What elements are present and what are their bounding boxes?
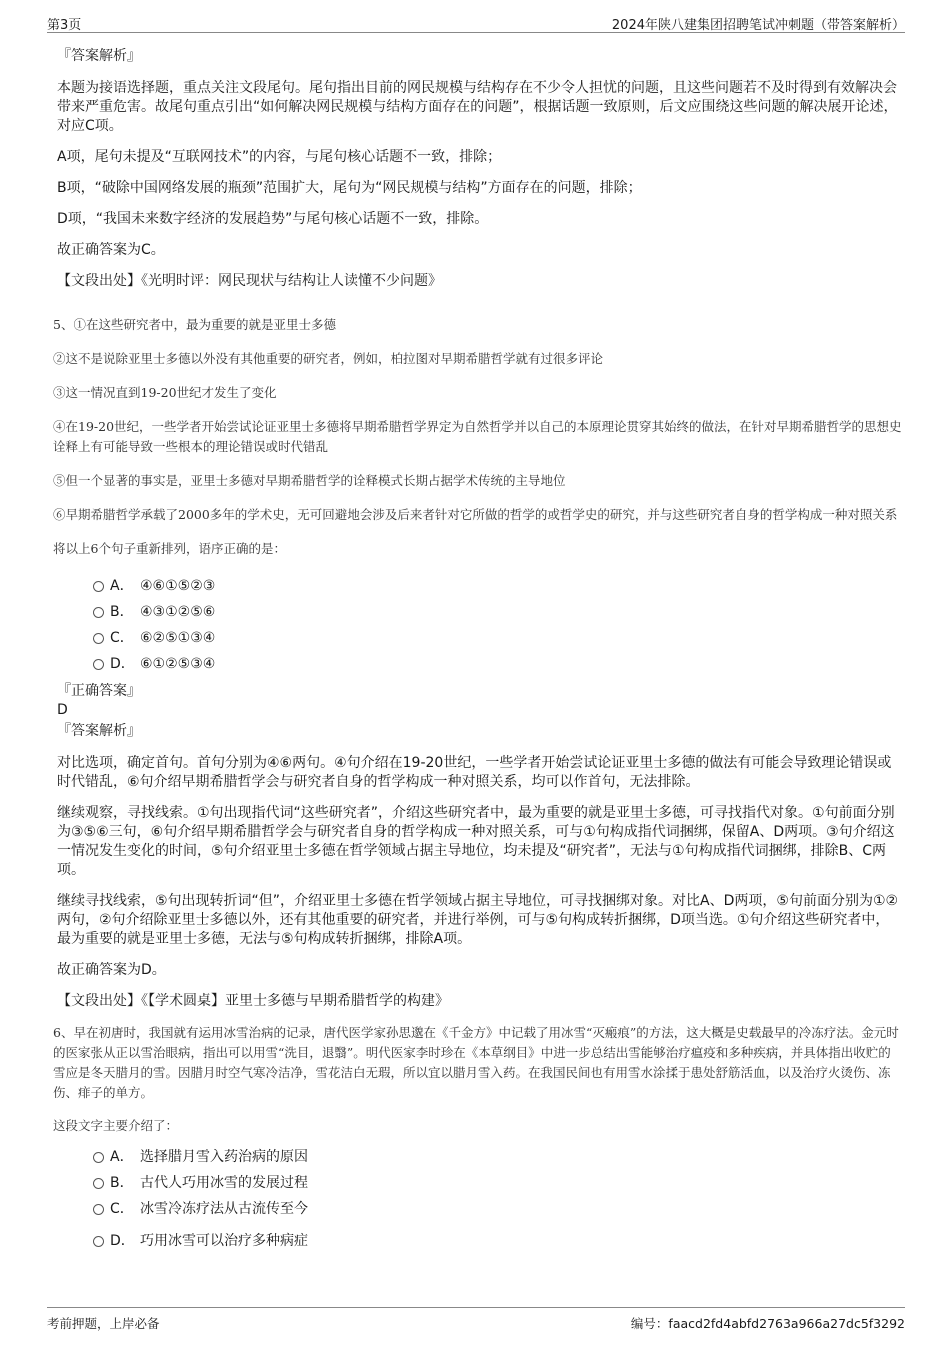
question-sentence: ④在19-20世纪，一些学者开始尝试论证亚里士多德将早期希腊哲学界定为自然哲学并以自己的本原理论贯穿其始终的做法，在针对早期希腊哲学的思想史诠释上有可能导致一些根本的理论错误或时代错乱: [53, 419, 902, 454]
analysis-heading: 『答案解析』: [57, 48, 141, 64]
question-sentence: ⑥早期希腊哲学承载了2000多年的学术史，无可回避地会涉及后来者针对它所做的哲学的或哲学史的研究，并与这些研究者自身的哲学构成一种对照关系: [53, 507, 898, 522]
option-d[interactable]: D． 巧用冰雪可以治疗多种病症: [53, 1228, 902, 1254]
footer-slogan: 考前押题，上岸必备: [47, 1316, 160, 1331]
document-id: 编号：faacd2fd4abfd2763a966a27dc5f3292: [630, 1316, 905, 1331]
option-a[interactable]: A． ④⑥①⑤②③: [53, 573, 902, 599]
analysis-paragraph: B项，“破除中国网络发展的瓶颈”范围扩大，尾句为“网民规模与结构”方面存在的问题，排除；: [57, 180, 642, 196]
option-b[interactable]: B． ④③①②⑤⑥: [53, 599, 902, 625]
option-c[interactable]: C． ⑥②⑤①③④: [53, 625, 902, 651]
page-footer: [47, 1307, 905, 1334]
analysis-paragraph: 对比选项，确定首句。首句分别为④⑥两句。④句介绍在19-20世纪，一些学者开始尝试论证亚里士多德的做法有可能会导致理论错误或时代错乱，⑥句介绍早期希腊哲学会与研究者自身的哲学构成一种对照关系，均可以作首句，无法排除。: [57, 755, 892, 790]
analysis-conclusion: 故正确答案为C。: [57, 242, 165, 258]
question-prompt: 这段文字主要介绍了：: [53, 1118, 179, 1133]
radio-icon[interactable]: [93, 1178, 104, 1189]
analysis-paragraph: D项，“我国未来数字经济的发展趋势”与尾句核心话题不一致，排除。: [57, 211, 489, 227]
question-sentence: 5、①在这些研究者中，最为重要的就是亚里士多德: [53, 317, 336, 332]
document-title: 2024年陕八建集团招聘笔试冲刺题（带答案解析）: [611, 18, 905, 33]
question-stem: 6、早在初唐时，我国就有运用冰雪治病的记录，唐代医学家孙思邈在《千金方》中记载了用冰雪“灭瘢痕”的方法，这大概是史载最早的冷冻疗法。金元时的医家张从正以雪治眼病，指出可以用雪“洗目，退翳”。明代医家李时珍在《本草纲目》中进一步总结出雪能够治疗瘟疫和多种疾病，并具体指出收贮的雪应是冬天腊月的雪。因腊月时空气寒冷洁净，雪花洁白无瑕，所以宜以腊月雪入药。在我国民间也有用雪水涂揉于患处舒筋活血，以及治疗火烫伤、冻伤、痱子的单方。: [53, 1025, 899, 1100]
source-citation: 【文段出处】《光明时评：网民现状与结构让人读懂不少问题》: [57, 273, 442, 289]
analysis-paragraph: A项，尾句未提及“互联网技术”的内容，与尾句核心话题不一致，排除；: [57, 149, 502, 165]
option-d[interactable]: D． ⑥①②⑤③④: [53, 651, 902, 677]
question-sentence: ③这一情况直到19-20世纪才发生了变化: [53, 385, 277, 400]
analysis-paragraph: 继续寻找线索，⑤句出现转折词“但”，介绍亚里士多德在哲学领域占据主导地位，可寻找捆绑对象。对比A、D两项，⑤句前面分别为①②两句，②句介绍除亚里士多德以外，还有其他重要的研究者，并进行举例，可与⑤句构成转折捆绑，D项当选。①句介绍这些研究者中，最为重要的就是亚里士多德，无法与⑤句构成转折捆绑，排除A项。: [57, 893, 899, 947]
radio-icon[interactable]: [93, 607, 104, 618]
question-sentence: ⑤但一个显著的事实是，亚里士多德对早期希腊哲学的诠释模式长期占据学术传统的主导地位: [53, 473, 566, 488]
analysis-paragraph: 继续观察，寻找线索。①句出现指代词“这些研究者”，介绍这些研究者中，最为重要的就是亚里士多德，可寻找指代对象。①句前面分别为③⑤⑥三句，⑥句介绍早期希腊哲学会与研究者自身的哲学构成一种对照关系，可与①句构成指代词捆绑，保留A、D两项。③句介绍这一情况发生变化的时间，⑤句介绍亚里士多德在哲学领域占据主导地位，均未提及“研究者”，无法与①句构成指代词捆绑，排除B、C两项。: [57, 805, 895, 878]
radio-icon[interactable]: [93, 581, 104, 592]
option-c[interactable]: C． 冰雪冷冻疗法从古流传至今: [53, 1196, 902, 1222]
source-citation: 【文段出处】《【学术圆桌】亚里士多德与早期希腊哲学的构建》: [57, 993, 449, 1009]
correct-answer-heading: 『正确答案』: [57, 683, 141, 699]
page-content: [53, 46, 902, 1254]
answer-options: [53, 573, 902, 677]
radio-icon[interactable]: [93, 633, 104, 644]
analysis-heading: 『答案解析』: [57, 723, 141, 739]
radio-icon[interactable]: [93, 1152, 104, 1163]
question-sentence: ②这不是说除亚里士多德以外没有其他重要的研究者，例如，柏拉图对早期希腊哲学就有过很多评论: [53, 351, 604, 366]
option-a[interactable]: A． 选择腊月雪入药治病的原因: [53, 1144, 902, 1170]
answer-options: [53, 1144, 902, 1254]
option-b[interactable]: B． 古代人巧用冰雪的发展过程: [53, 1170, 902, 1196]
page-number: 第3页: [47, 18, 82, 33]
radio-icon[interactable]: [93, 659, 104, 670]
analysis-paragraph: 本题为接语选择题，重点关注文段尾句。尾句指出目前的网民规模与结构存在不少令人担忧的问题，且这些问题若不及时得到有效解决会带来严重危害。故尾句重点引出“如何解决网民规模与结构方面存在的问题”，根据话题一致原则，后文应围绕这些问题的解决展开论述，对应C项。: [57, 80, 898, 134]
question-prompt: 将以上6个句子重新排列，语序正确的是：: [53, 541, 286, 556]
analysis-conclusion: 故正确答案为D。: [57, 962, 166, 978]
page-header: [47, 10, 905, 33]
radio-icon[interactable]: [93, 1204, 104, 1215]
correct-answer: D: [57, 702, 68, 718]
radio-icon[interactable]: [93, 1236, 104, 1247]
